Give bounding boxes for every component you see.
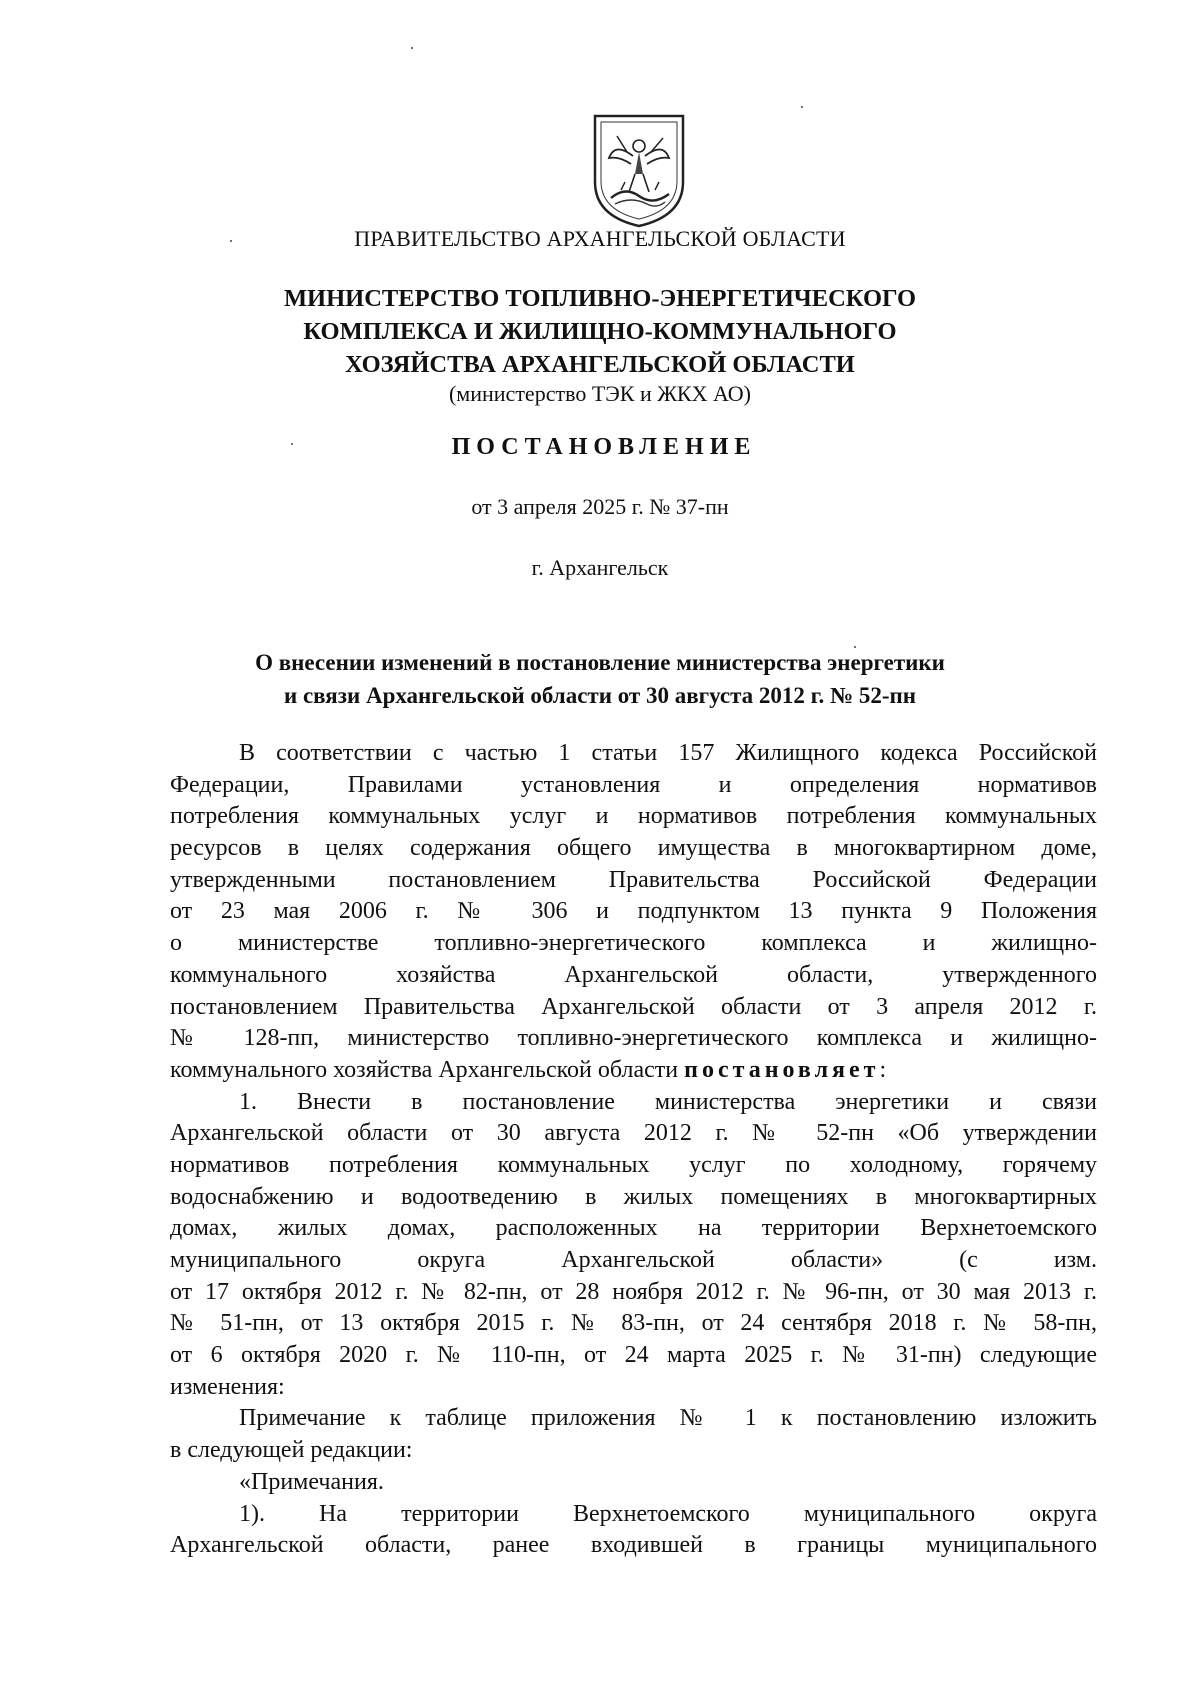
- subject-line: О внесении изменений в постановление министерства энергетики: [255, 650, 945, 675]
- body-line-text: коммунального хозяйства Архангельской области: [170, 1056, 685, 1083]
- body-line: В соответствии с частью 1 статьи 157 Жилищного кодекса Российской: [239, 740, 1097, 766]
- body-line: ресурсов в целях содержания общего имущества в многоквартирном доме,: [170, 835, 1097, 862]
- government-title: ПРАВИТЕЛЬСТВО АРХАНГЕЛЬСКОЙ ОБЛАСТИ: [354, 226, 846, 251]
- ministry-name-line: МИНИСТЕРСТВО ТОПЛИВНО-ЭНЕРГЕТИЧЕСКОГО: [283, 285, 917, 312]
- ministry-name-line: ХОЗЯЙСТВА АРХАНГЕЛЬСКОЙ ОБЛАСТИ: [345, 351, 855, 378]
- date-and-number: от 3 апреля 2025 г. № 37-пн: [471, 494, 729, 519]
- body-line: 1). На территории Верхнетоемского муниципального округа: [239, 1500, 1097, 1527]
- body-line: в следующей редакции:: [170, 1437, 413, 1464]
- scan-speck: [854, 646, 856, 648]
- body-line: домах, жилых домах, расположенных на территории Верхнетоемского: [170, 1215, 1097, 1242]
- body-line: изменения:: [170, 1373, 285, 1400]
- coat-of-arms-icon: [591, 112, 687, 230]
- document-body: [170, 738, 1097, 1562]
- ministry-name-line: КОМПЛЕКСА И ЖИЛИЩНО-КОММУНАЛЬНОГО: [303, 318, 897, 345]
- city: г. Архангельск: [531, 555, 669, 580]
- body-line: о министерстве топливно-энергетического комплекса и жилищно-: [170, 930, 1097, 957]
- body-line: Примечание к таблице приложения № 1 к постановлению изложить: [239, 1405, 1097, 1432]
- body-line: муниципального округа Архангельской области» (с изм.: [170, 1247, 1097, 1273]
- document-subject: [0, 646, 1200, 712]
- body-line: 1. Внести в постановление министерства энергетики и связи: [239, 1088, 1097, 1115]
- body-line: от 6 октября 2020 г. № 110-пн, от 24 марта 2025 г. № 31-пн) следующие: [170, 1342, 1097, 1369]
- scan-speck: [230, 240, 232, 242]
- ministry-name: [0, 282, 1200, 381]
- notes-title: «Примечания.: [239, 1468, 384, 1495]
- body-line: Архангельской области от 30 августа 2012 г. № 52-пн «Об утверждении: [170, 1120, 1097, 1147]
- body-line: от 23 мая 2006 г. № 306 и подпунктом 13 пункта 9 Положения: [170, 898, 1097, 925]
- body-line: Федерации, Правилами установления и определения нормативов: [170, 771, 1097, 798]
- body-line: № 128-пп, министерство топливно-энергетического комплекса и жилищно-: [170, 1025, 1097, 1052]
- subject-line: и связи Архангельской области от 30 августа 2012 г. № 52-пн: [283, 683, 917, 708]
- body-line: Архангельской области, ранее входившей в границы муниципального: [170, 1532, 1097, 1559]
- body-line-end: :: [879, 1056, 887, 1083]
- body-line: от 17 октября 2012 г. № 82-пн, от 28 ноября 2012 г. № 96-пн, от 30 мая 2013 г.: [170, 1278, 1097, 1305]
- scan-speck: [291, 443, 293, 445]
- scan-speck: [411, 47, 413, 49]
- body-line: № 51-пн, от 13 октября 2015 г. № 83-пн, от 24 сентября 2018 г. № 58-пн,: [170, 1310, 1097, 1337]
- body-line-resolves: [170, 1055, 1097, 1087]
- body-line: водоснабжению и водоотведению в жилых помещениях в многоквартирных: [170, 1183, 1097, 1210]
- scan-speck: [801, 106, 803, 108]
- body-line: постановлением Правительства Архангельской области от 3 апреля 2012 г.: [170, 993, 1097, 1020]
- body-line: утвержденными постановлением Правительства Российской Федерации: [170, 866, 1097, 893]
- body-line: нормативов потребления коммунальных услуг по холодному, горячему: [170, 1151, 1097, 1178]
- document-type: ПОСТАНОВЛЕНИЕ: [451, 434, 757, 460]
- ministry-short-name: (министерство ТЭК и ЖКХ АО): [448, 381, 752, 406]
- body-line: потребления коммунальных услуг и нормативов потребления коммунальных: [170, 803, 1097, 830]
- resolves-keyword: постановляет: [684, 1056, 880, 1083]
- body-line: коммунального хозяйства Архангельской области, утвержденного: [170, 961, 1097, 988]
